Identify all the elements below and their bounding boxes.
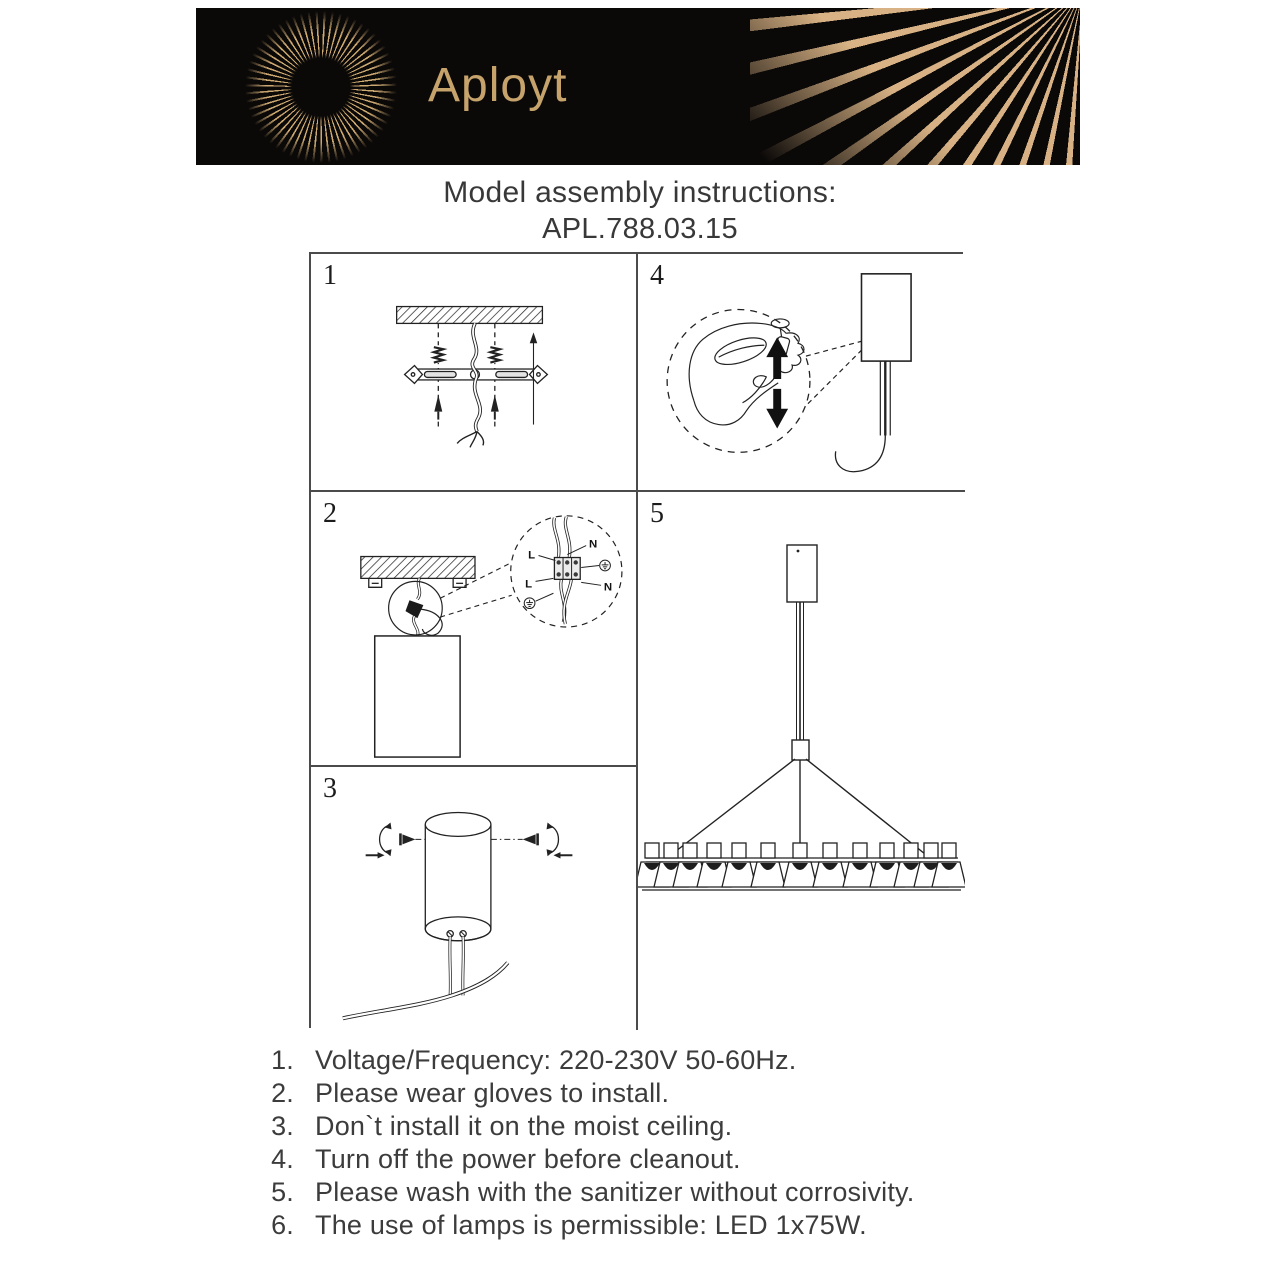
screw-left [434, 395, 442, 420]
list-item [256, 1110, 1046, 1143]
list-item-text: Please wear gloves to install. [315, 1078, 670, 1108]
list-item-text: The use of lamps is permissible: LED 1x75W. [315, 1210, 867, 1240]
screw-left [366, 822, 426, 858]
detail-callout-circle [667, 310, 810, 453]
canopy-cylinder [425, 813, 491, 941]
wire-label-live: L [528, 549, 536, 562]
wire-label-live: L [525, 578, 533, 591]
suspension-rod [797, 602, 804, 740]
step-3-panel [311, 767, 638, 1030]
earth-icon [524, 598, 535, 609]
list-item [256, 1209, 1046, 1242]
list-item [256, 1077, 1046, 1110]
list-item [256, 1044, 1046, 1077]
brand-name: Aployt [428, 59, 568, 112]
supply-wire [457, 323, 483, 447]
screw-right [491, 822, 572, 858]
wiring-detail-callout [511, 516, 622, 627]
title-block [0, 176, 1280, 246]
step-number: 5 [650, 498, 664, 529]
lamp-canopy-body [375, 636, 460, 757]
outlet-wires [343, 931, 508, 1019]
list-item-text: Don`t install it on the moist ceiling. [315, 1111, 733, 1141]
list-item-number: 3. [271, 1111, 294, 1141]
ceiling-bar [361, 557, 475, 579]
list-item-text: Turn off the power before cleanout. [315, 1144, 741, 1174]
step-2-panel [311, 492, 638, 767]
sunburst-logo-icon [242, 8, 400, 165]
page-title: Model assembly instructions: [443, 176, 837, 209]
list-item-number: 4. [271, 1144, 294, 1174]
step-2-drawing-wiring [311, 492, 636, 765]
instruction-list [256, 1044, 1046, 1242]
down-arrow-icon [766, 389, 788, 429]
assembly-steps-grid [309, 252, 963, 1028]
list-item-text: Voltage/Frequency: 220-230V 50-60Hz. [315, 1045, 797, 1075]
step-3-drawing-canopy-screws [311, 767, 636, 1030]
step-1-panel [311, 254, 638, 492]
wall-anchor-right [489, 345, 500, 363]
model-number: APL.788.03.15 [542, 213, 738, 245]
step-number: 1 [323, 260, 337, 291]
list-item-number: 6. [271, 1210, 294, 1240]
step-number: 4 [650, 260, 664, 291]
step-1-drawing-bracket-mounting [311, 254, 636, 490]
wall-anchor-left [433, 345, 444, 363]
rod-connector [792, 740, 809, 760]
screw-right [491, 395, 499, 420]
wire-label-neutral: N [588, 538, 598, 551]
list-item [256, 1143, 1046, 1176]
step-4-drawing-cord-adjust [638, 254, 965, 490]
ceiling-slab [397, 307, 543, 324]
list-item [256, 1176, 1046, 1209]
brand-banner [196, 8, 1080, 165]
list-item-number: 1. [271, 1045, 294, 1075]
step-4-panel [638, 254, 965, 492]
step-number: 2 [323, 498, 337, 529]
ceiling-canopy-box [861, 274, 911, 361]
suspension-rods [835, 361, 890, 472]
step-number: 3 [323, 773, 337, 804]
ceiling-canopy-box [787, 545, 817, 602]
list-item-number: 5. [271, 1177, 294, 1207]
list-item-number: 2. [271, 1078, 294, 1108]
step-5-drawing-assembled-pendant [638, 492, 965, 1030]
corner-rays-decoration [750, 8, 1080, 165]
terminal-block [554, 558, 580, 580]
step-5-panel [638, 492, 965, 1030]
lamp-shades [638, 843, 965, 887]
earth-icon [600, 560, 611, 571]
wire-label-neutral: N [603, 581, 613, 594]
wire-connector [389, 578, 443, 636]
list-item-text: Please wash with the sanitizer without corrosivity. [315, 1177, 915, 1207]
